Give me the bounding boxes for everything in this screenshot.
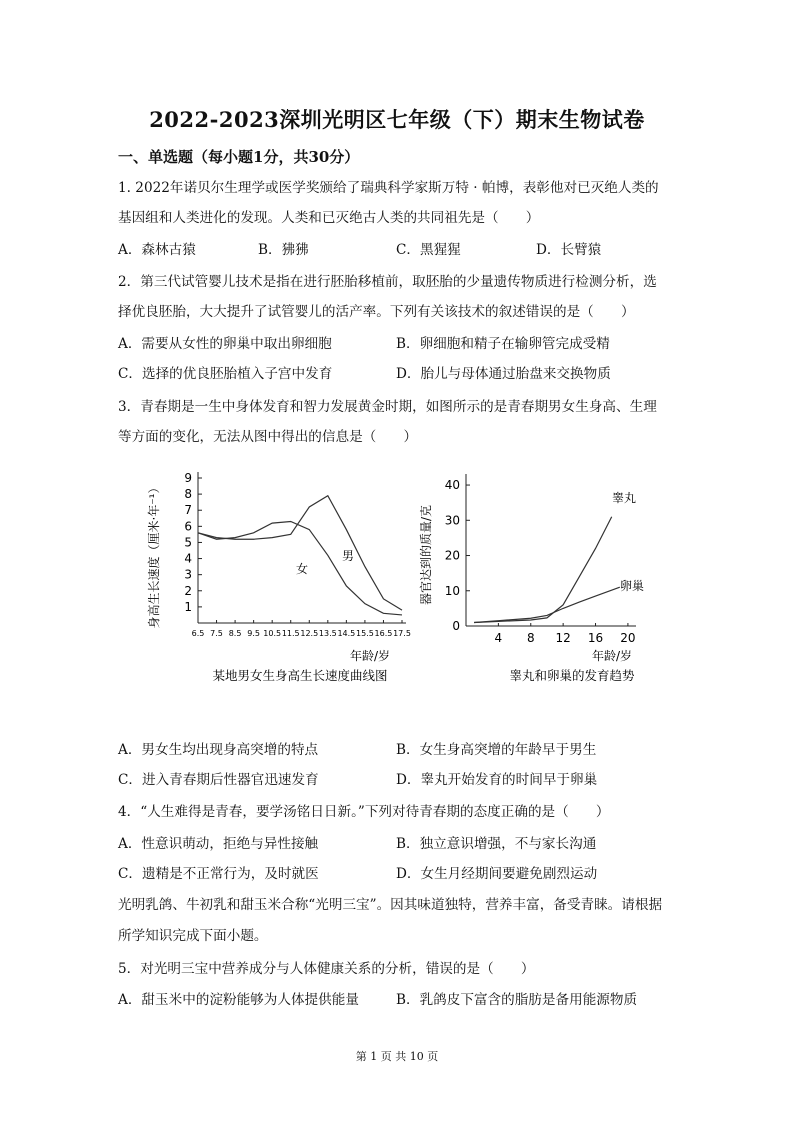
chart2-series-line-testis xyxy=(474,517,612,623)
question-2-line-1: 2．第三代试管婴儿技术是指在进行胚胎移植前，取胚胎的少量遗传物质进行检测分析，选 xyxy=(118,274,657,290)
figure-charts xyxy=(0,440,794,700)
chart2-xlabel: 年龄/岁 xyxy=(591,649,633,663)
q1-option-b: B．狒狒 xyxy=(258,242,309,258)
chart1-title: 某地男女生身高生长速度曲线图 xyxy=(212,668,388,683)
chart1-series-label-male: 男 xyxy=(342,549,355,563)
q4-option-d: D．女生月经期间要避免剧烈运动 xyxy=(396,866,598,882)
height-growth-chart xyxy=(146,471,411,683)
question-2-line-2: 择优良胚胎，大大提升了试管婴儿的活产率。下列有关该技术的叙述错误的是（ ） xyxy=(118,304,635,320)
chart1-series-line-male xyxy=(198,496,402,610)
chart1-x-tick-label: 7.5 xyxy=(210,629,223,638)
q4-option-c: C．遗精是不正常行为，及时就医 xyxy=(118,866,319,882)
chart1-x-tick-label: 9.5 xyxy=(247,629,261,638)
question-1-line-1: 1. 2022年诺贝尔生理学或医学奖颁给了瑞典科学家斯万特 · 帕博，表彰他对已灭绝人类的 xyxy=(118,180,659,196)
chart1-xlabel: 年龄/岁 xyxy=(349,649,391,663)
chart2-x-tick-label: 16 xyxy=(587,631,604,645)
chart1-y-tick-label: 3 xyxy=(184,567,192,582)
chart1-y-tick-label: 6 xyxy=(184,519,192,534)
q1-option-a: A．森林古猿 xyxy=(118,242,196,258)
q2-option-a: A．需要从女性的卵巢中取出卵细胞 xyxy=(118,336,332,352)
q3-option-b: B．女生身高突增的年龄早于男生 xyxy=(396,742,597,758)
q3-option-d: D．睾丸开始发育的时间早于卵巢 xyxy=(396,772,598,788)
intro-line-2: 所学知识完成下面小题。 xyxy=(118,928,268,944)
chart2-x-tick-label: 12 xyxy=(555,631,571,645)
question-4-line-1: 4．“人生难得是青春，要学汤铭日日新。”下列对待青春期的态度正确的是（ ） xyxy=(118,804,610,820)
q2-option-c: C．选择的优良胚胎植入子宫中发育 xyxy=(118,366,333,382)
chart1-x-tick-label: 15.5 xyxy=(356,629,374,638)
chart1-x-tick-label: 16.5 xyxy=(374,629,393,638)
chart2-y-tick-label: 0 xyxy=(452,619,460,633)
chart1-x-tick-label: 12.5 xyxy=(300,629,319,638)
chart1-x-tick-label: 6.5 xyxy=(191,629,205,638)
chart1-x-tick-label: 14.5 xyxy=(337,629,356,638)
section-heading: 一、单选题（每小题1分，共30分） xyxy=(118,148,360,166)
chart2-y-tick-label: 20 xyxy=(444,548,460,563)
chart2-y-tick-label: 10 xyxy=(444,583,460,598)
chart2-ylabel: 器官达到的质量/克 xyxy=(419,504,433,606)
chart1-y-tick-label: 2 xyxy=(184,583,192,598)
chart1-y-tick-label: 4 xyxy=(184,551,192,566)
chart1-x-tick-label: 17.5 xyxy=(393,629,411,638)
chart1-x-tick-label: 13.5 xyxy=(318,629,337,638)
chart2-title: 睾丸和卵巢的发育趋势 xyxy=(509,668,635,683)
chart1-x-tick-label: 10.5 xyxy=(263,629,282,638)
chart1-y-tick-label: 8 xyxy=(184,487,192,502)
question-5-line-1: 5．对光明三宝中营养成分与人体健康关系的分析，错误的是（ ） xyxy=(118,961,535,977)
q3-option-a: A．男女生均出现身高突增的特点 xyxy=(118,742,319,758)
chart2-y-tick-label: 30 xyxy=(444,513,460,528)
chart1-y-tick-label: 5 xyxy=(184,535,192,550)
question-1-line-2: 基因组和人类进化的发现。人类和已灭绝古人类的共同祖先是（ ） xyxy=(118,210,540,226)
q4-option-a: A．性意识萌动，拒绝与异性接触 xyxy=(118,836,319,852)
chart1-y-tick-label: 9 xyxy=(184,471,192,485)
chart1-y-tick-label: 7 xyxy=(184,503,192,518)
page-footer: 第 1 页 共 10 页 xyxy=(355,1050,439,1063)
chart2-x-tick-label: 20 xyxy=(620,631,636,645)
chart1-series-label-female: 女 xyxy=(296,562,309,576)
q1-option-d: D．长臂猿 xyxy=(536,242,602,258)
intro-line-1: 光明乳鸽、牛初乳和甜玉米合称“光明三宝”。因其味道独特，营养丰富，备受青睐。请根据 xyxy=(118,897,663,913)
q4-option-b: B．独立意识增强，不与家长沟通 xyxy=(396,836,597,852)
chart2-x-tick-label: 4 xyxy=(494,631,503,645)
chart2-x-tick-label: 8 xyxy=(526,631,535,645)
chart2-series-label-testis: 睾丸 xyxy=(612,491,637,505)
chart2-y-tick-label: 40 xyxy=(444,478,460,493)
chart1-x-tick-label: 8.5 xyxy=(228,629,242,638)
q1-option-c: C．黑猩猩 xyxy=(396,242,461,258)
chart1-ylabel: 身高生长速度（厘米·年⁻¹） xyxy=(147,481,161,629)
chart1-x-tick-label: 11.5 xyxy=(281,629,300,638)
q2-option-b: B．卵细胞和精子在输卵管完成受精 xyxy=(396,336,610,352)
page-title: 2022-2023深圳光明区七年级（下）期末生物试卷 xyxy=(149,107,645,132)
q2-option-d: D．胎儿与母体通过胎盘来交换物质 xyxy=(396,366,611,382)
question-3-line-1: 3．青春期是一生中身体发育和智力发展黄金时期，如图所示的是青春期男女生身高、生理 xyxy=(118,399,657,415)
q5-option-b: B．乳鸽皮下富含的脂肪是备用能源物质 xyxy=(396,992,638,1008)
q3-option-c: C．进入青春期后性器官迅速发育 xyxy=(118,772,319,788)
chart1-y-tick-label: 1 xyxy=(184,599,192,614)
q5-option-a: A．甜玉米中的淀粉能够为人体提供能量 xyxy=(118,992,359,1008)
question-3-line-2: 等方面的变化，无法从图中得出的信息是（ ） xyxy=(118,429,418,445)
chart2-series-label-ovary: 卵巢 xyxy=(620,579,645,593)
organ-development-chart xyxy=(418,474,644,683)
